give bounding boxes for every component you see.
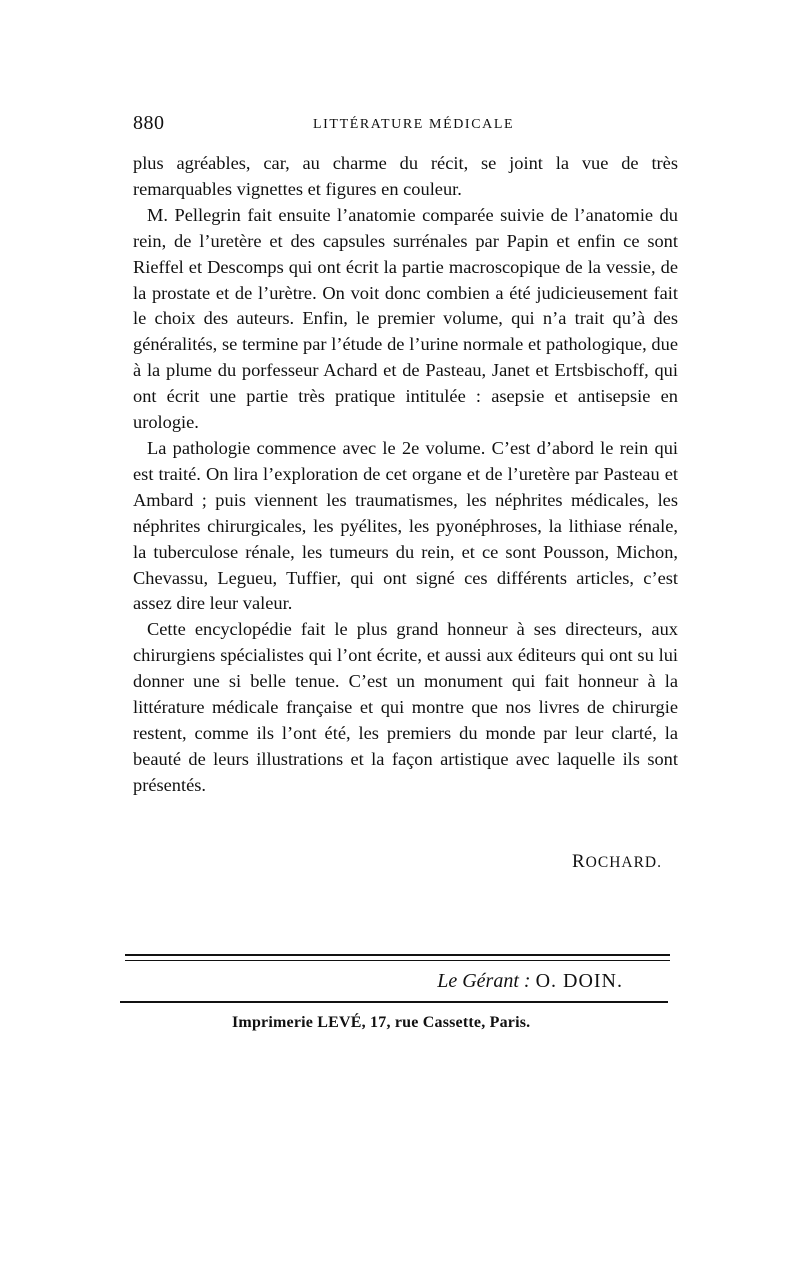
article-body (133, 151, 678, 799)
paragraph: Cette encyclopédie fait le plus grand honneur à ses directeurs, aux chirurgiens spécialistes qui l’ont écrite, et aussi aux éditeurs qui ont su lui donner une si belle tenue. C’est un monument qui fait honneur à la littérature médicale française et qui montre que nos livres de chirurgie restent, comme ils l’ont été, les premiers du monde par leur clarté, la beauté de leurs illustrations et la façon artistique avec laquelle ils sont présentés. (133, 619, 678, 795)
running-head: LITTÉRATURE MÉDICALE (313, 117, 515, 132)
page-number: 880 (133, 112, 165, 134)
printer-imprint: Imprimerie LEVÉ, 17, rue Cassette, Paris. (232, 1014, 531, 1031)
signature-rest: OCHARD. (585, 854, 662, 871)
gerant-label: Le Gérant : (437, 970, 531, 992)
author-signature (572, 851, 662, 873)
signature-initial: R (571, 851, 586, 872)
double-rule-divider (125, 954, 670, 961)
page-header (133, 112, 678, 136)
gerant-name: O. DOIN. (535, 970, 623, 992)
single-rule-divider (120, 1001, 668, 1003)
paragraph: La pathologie commence avec le 2e volume. C’est d’abord le rein qui est traité. On lira l’exploration de cet organe et de l’uretère par Pasteau et Ambard ; puis viennent les traumatismes, les néphrites médicales, les néphrites chirurgicales, les pyélites, les pyonéphroses, la lithiase rénale, la tuberculose rénale, les tumeurs du rein, et ce sont Pousson, Michon, Chevassu, Legueu, Tuffier, qui ont signé ces différents articles, c’est assez dire leur valeur. (133, 437, 678, 614)
gerant-line (437, 970, 623, 993)
paragraph: plus agréables, car, au charme du récit, se joint la vue de très remarquables vignettes et figures en couleur. (133, 153, 678, 199)
paragraph: M. Pellegrin fait ensuite l’anatomie comparée suivie de l’anatomie du rein, de l’uretère et des capsules surrénales par Papin et enfin ce sont Rieffel et Descomps qui ont écrit la partie macroscopique de la vessie, de la prostate et de l’urètre. On voit donc combien a été judicieusement fait le choix des auteurs. Enfin, le premier volume, qui n’a trait qu’à des généralités, se termine par l’étude de l’urine normale et pathologique, due à la plume du porfesseur Achard et de Pasteau, Janet et Ertsbischoff, qui ont écrit une partie très pratique intitulée : asepsie et antisepsie en urologie. (133, 204, 678, 433)
